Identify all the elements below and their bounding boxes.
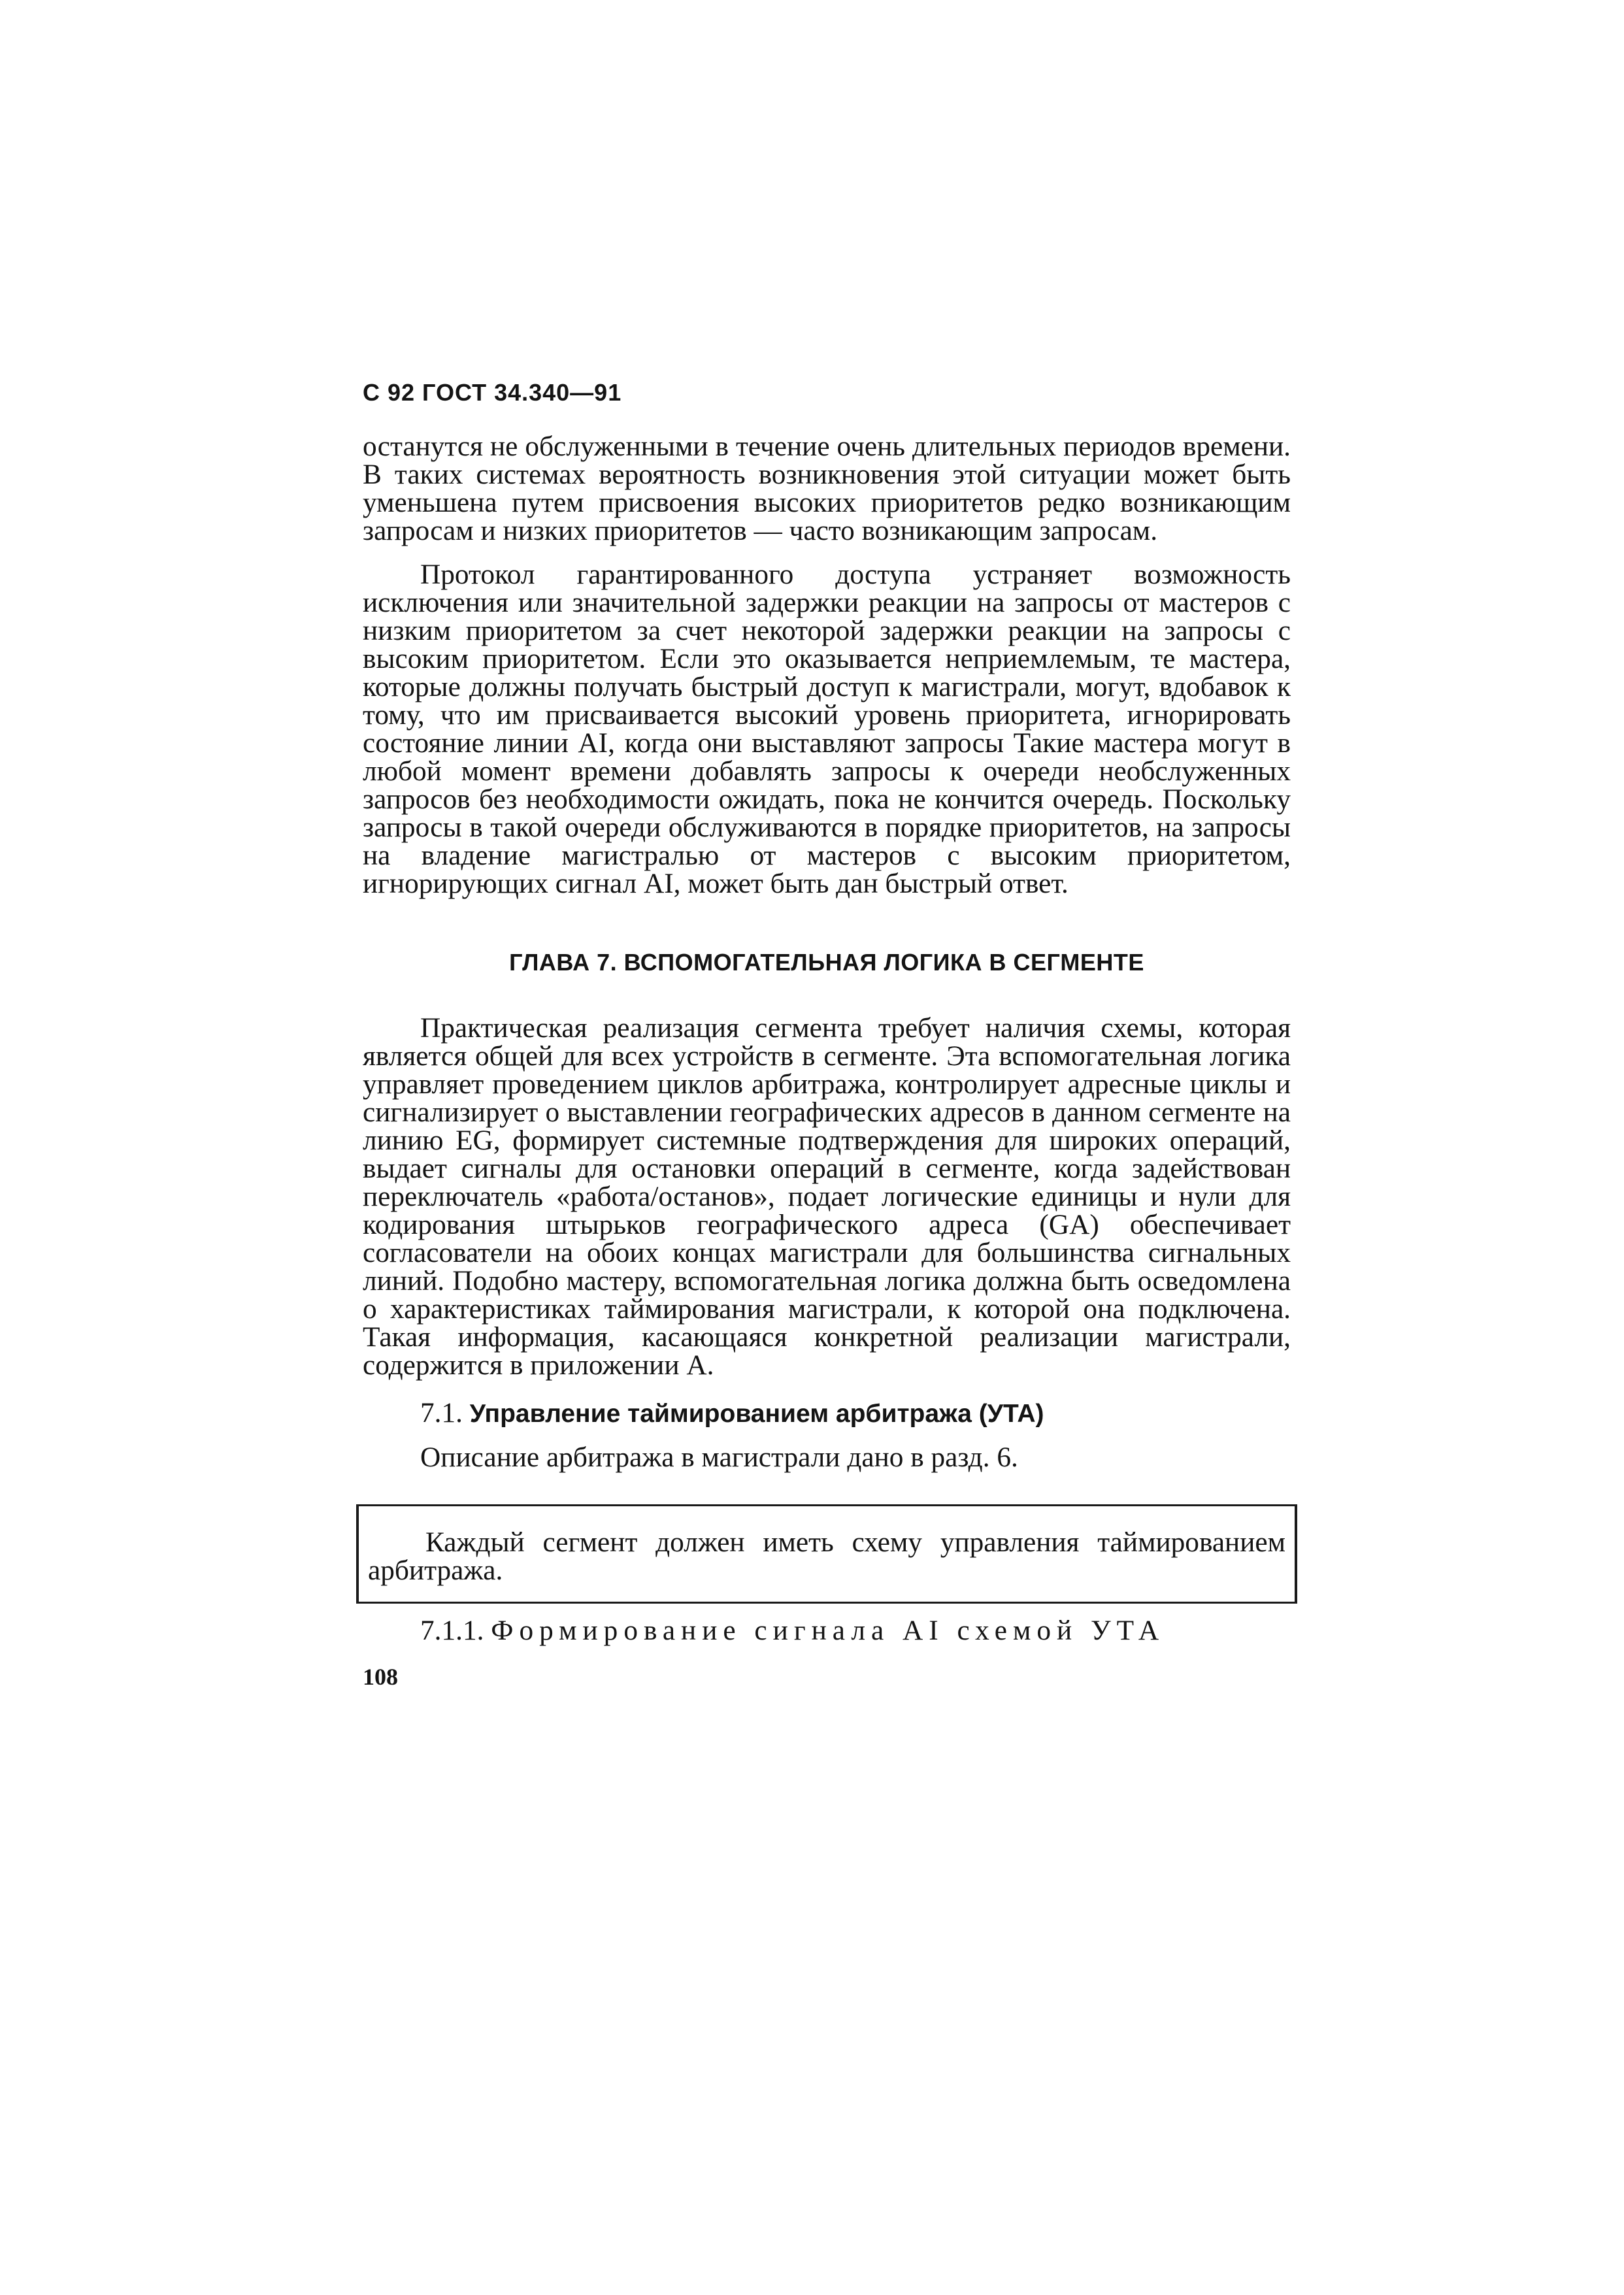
paragraph-continuation: останутся не обслуженными в течение очень длительных периодов времени. В таких системах вероятность возникновения этой ситуации может быть уменьшена путем присвоения высоких приоритетов редко возникающим запросам и низких приоритетов — часто возникающим запросам. bbox=[363, 431, 1291, 546]
subsection-number: 7.1.1. bbox=[420, 1615, 484, 1646]
subsection-title: Формирование сигнала AI схемой УТА bbox=[491, 1615, 1165, 1646]
chapter-body-paragraph: Практическая реализация сегмента требует наличия схемы, которая является общей для всех устройств в сегменте. Эта вспомогательная логика управляет проведением циклов арбитража, контролирует адресные циклы и сигнализирует о выставлении географических адресов в данном сегменте на линию EG, формирует системные подтверждения для широких операций, выдает сигналы для остановки операций в сегменте, когда задействован переключатель «работа/останов», подает логические единицы и нули для кодирования штырьков географического адреса (GA) обеспечивает согласователи на обоих концах магистрали для большинства сигнальных линий. Подобно мастеру, вспомогательная логика должна быть осведомлена о характеристиках таймирования магистрали, к которой она подключена. Такая информация, касающаяся конкретной реализации магистрали, содержится в приложении А. bbox=[363, 1012, 1291, 1381]
requirement-text: Каждый сегмент должен иметь схему управления таймированием арбитража. bbox=[368, 1527, 1285, 1586]
section-number: 7.1. bbox=[420, 1397, 463, 1428]
section-7-1-text: Описание арбитража в магистрали дано в разд. 6. bbox=[420, 1442, 1018, 1473]
section-heading-7-1 bbox=[363, 1399, 1291, 1428]
requirement-box bbox=[356, 1504, 1297, 1604]
chapter-heading: ГЛАВА 7. ВСПОМОГАТЕЛЬНАЯ ЛОГИКА В СЕГМЕНТЕ bbox=[509, 949, 1144, 976]
section-title: Управление таймированием арбитража (УТА) bbox=[469, 1400, 1044, 1428]
page-header: С 92 ГОСТ 34.340—91 bbox=[363, 379, 622, 406]
page-number: 108 bbox=[363, 1664, 398, 1690]
paragraph-guaranteed-access: Протокол гарантированного доступа устраняет возможность исключения или значительной задержки реакции на запросы от мастеров с низким приоритетом за счет некоторой задержки реакции на запросы с высоким приоритетом. Если это оказывается неприемлемым, те мастера, которые должны получать быстрый доступ к магистрали, могут, вдобавок к тому, что им присваивается высокий уровень приоритета, игнорировать состояние линии AI, когда они выставляют запросы Такие мастера могут в любой момент времени добавлять запросы к очереди необслуженных запросов без необходимости ожидать, пока не кончится очередь. Поскольку запросы в такой очереди обслуживаются в порядке приоритетов, на запросы на владение магистралью от мастеров с высоким приоритетом, игнорирующих сигнал AI, может быть дан быстрый ответ. bbox=[363, 559, 1291, 899]
subsection-heading-7-1-1 bbox=[363, 1617, 1291, 1645]
document-page bbox=[363, 379, 1291, 1691]
